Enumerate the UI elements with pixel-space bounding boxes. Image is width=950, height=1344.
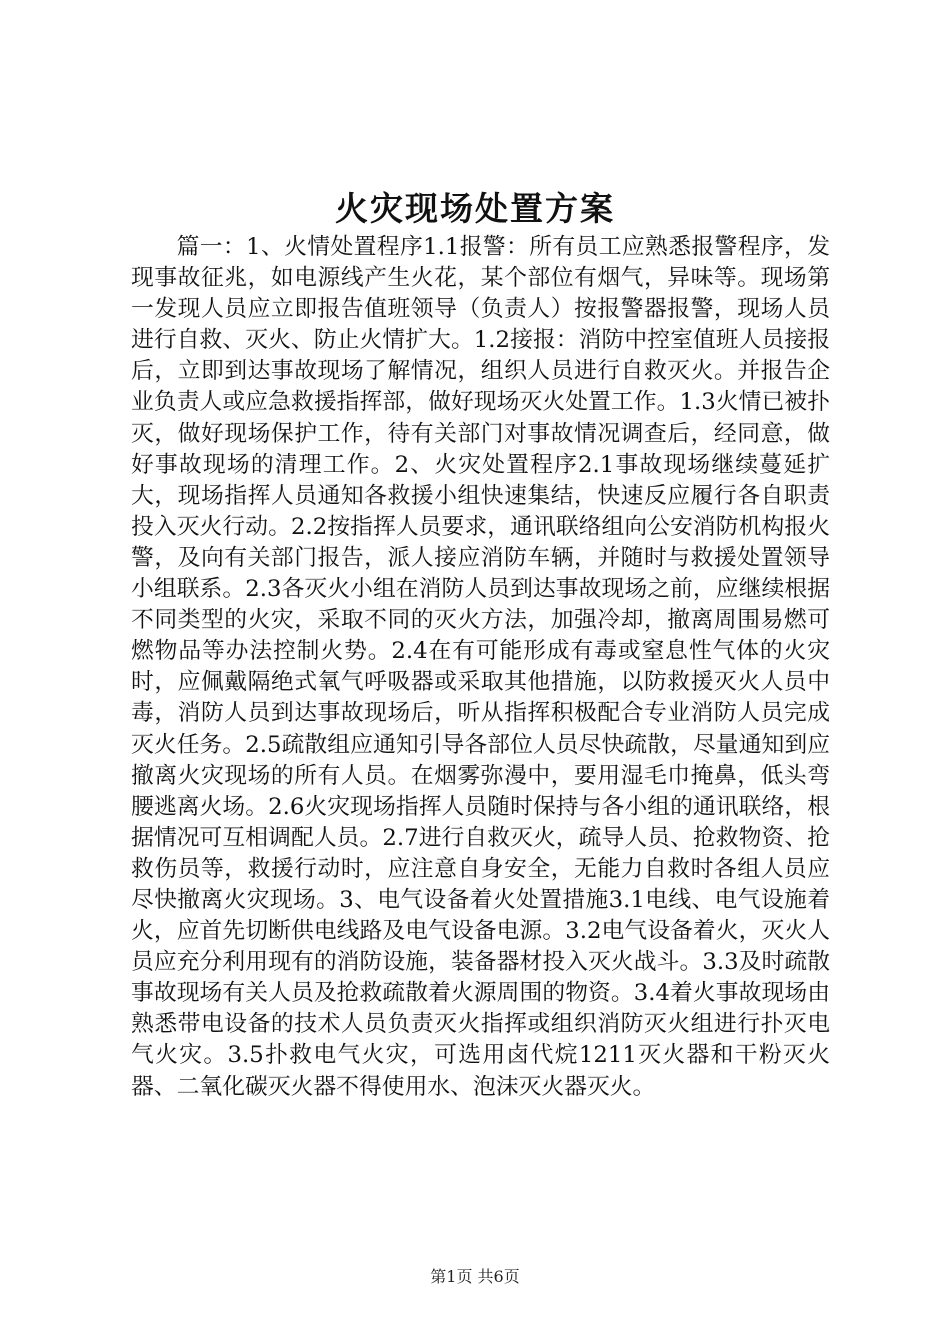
document-title: 火灾现场处置方案 (335, 189, 615, 228)
page-number-footer: 第1页 共6页 (430, 1267, 520, 1286)
document-body-paragraph: 篇一：1、火情处置程序1.1报警：所有员工应熟悉报警程序，发现事故征兆，如电源线产生火花，某个部位有烟气，异味等。现场第一发现人员应立即报告值班领导（负责人）按报警器报警，现场人员进行自救、灭火、防止火情扩大。1.2接报：消防中控室值班人员接报后，立即到达事故现场了解情况，组织人员进行自救灭火。并报告企业负责人或应急救援指挥部，做好现场灭火处置工作。1.3火情已被扑灭，做好现场保护工作，待有关部门对事故情况调查后，经同意，做好事故现场的清理工作。2、火灾处置程序2.1事故现场继续蔓延扩大，现场指挥人员通知各救援小组快速集结，快速反应履行各自职责投入灭火行动。2.2按指挥人员要求，通讯联络组向公安消防机构报火警，及向有关部门报告，派人接应消防车辆，并随时与救援处置领导小组联系。2.3各灭火小组在消防人员到达事故现场之前，应继续根据不同类型的火灾，采取不同的灭火方法，加强冷却，撤离周围易燃可燃物品等办法控制火势。2.4在有可能形成有毒或窒息性气体的火灾时，应佩戴隔绝式氧气呼吸器或采取其他措施，以防救援灭火人员中毒，消防人员到达事故现场后，听从指挥积极配合专业消防人员完成灭火任务。2.5疏散组应通知引导各部位人员尽快疏散，尽量通知到应撤离火灾现场的所有人员。在烟雾弥漫中，要用湿毛巾掩鼻，低头弯腰逃离火场。2.6火灾现场指挥人员随时保持与各小组的通讯联络，根据情况可互相调配人员。2.7进行自救灭火，疏导人员、抢救物资、抢救伤员等，救援行动时，应注意自身安全，无能力自救时各组人员应尽快撤离火灾现场。3、电气设备着火处置措施3.1电线、电气设施着火，应首先切断供电线路及电气设备电源。3.2电气设备着火，灭火人员应充分利用现有的消防设施，装备器材投入灭火战斗。3.3及时疏散事故现场有关人员及抢救疏散着火源周围的物资。3.4着火事故现场由熟悉带电设备的技术人员负责灭火指挥或组织消防灭火组进行扑灭电气火灾。3.5扑救电气火灾，可选用卤代烷1211灭火器和干粉灭火器、二氧化碳灭火器不得使用水、泡沫灭火器灭火。 (131, 234, 830, 1100)
